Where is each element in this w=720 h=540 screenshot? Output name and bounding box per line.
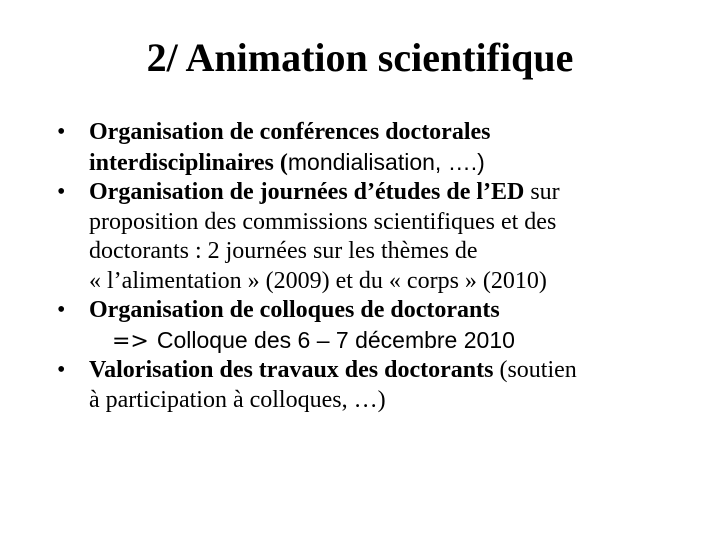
normal-text: Colloque des 6 – 7 décembre 2010 — [156, 326, 515, 353]
bold-text: Valorisation des travaux des doctorants — [89, 357, 494, 383]
bullet-line: doctorants : 2 journées sur les thèmes de — [89, 238, 478, 264]
bullet-item-valorisation — [57, 356, 707, 415]
normal-text: (soutien — [493, 357, 577, 383]
bullet-line: Organisation de conférences doctorales — [89, 119, 491, 145]
bullet-line — [89, 178, 707, 208]
bullet-line: Organisation de colloques de doctorants — [89, 297, 500, 323]
bold-text: interdisciplinaires ( — [89, 149, 288, 176]
bold-text: Organisation de journées d’études de l’ED — [89, 179, 525, 205]
bullet-line — [89, 148, 707, 179]
bullet-item-colloques — [57, 296, 707, 356]
normal-text: mondialisation, ….) — [287, 148, 485, 175]
bullet-item-conferences — [57, 118, 707, 178]
bullet-dot-icon: • — [57, 297, 66, 323]
bullet-line: proposition des commissions scientifiques et des — [89, 208, 557, 235]
bullet-item-journees — [57, 178, 707, 296]
bullet-subline — [89, 326, 707, 357]
bullet-line: « l’alimentation » (2009) et du « corps » (2010) — [89, 267, 547, 294]
normal-text: sur — [524, 179, 560, 205]
arrow-icon: => — [112, 328, 149, 354]
bullet-dot-icon: • — [57, 119, 66, 145]
slide-title: 2/ Animation scientifique — [146, 35, 574, 80]
bullet-line: à participation à colloques, …) — [89, 386, 386, 413]
bullet-dot-icon: • — [57, 357, 66, 383]
bullet-dot-icon: • — [57, 179, 66, 205]
bullet-list — [57, 118, 707, 415]
bullet-line — [89, 356, 707, 386]
